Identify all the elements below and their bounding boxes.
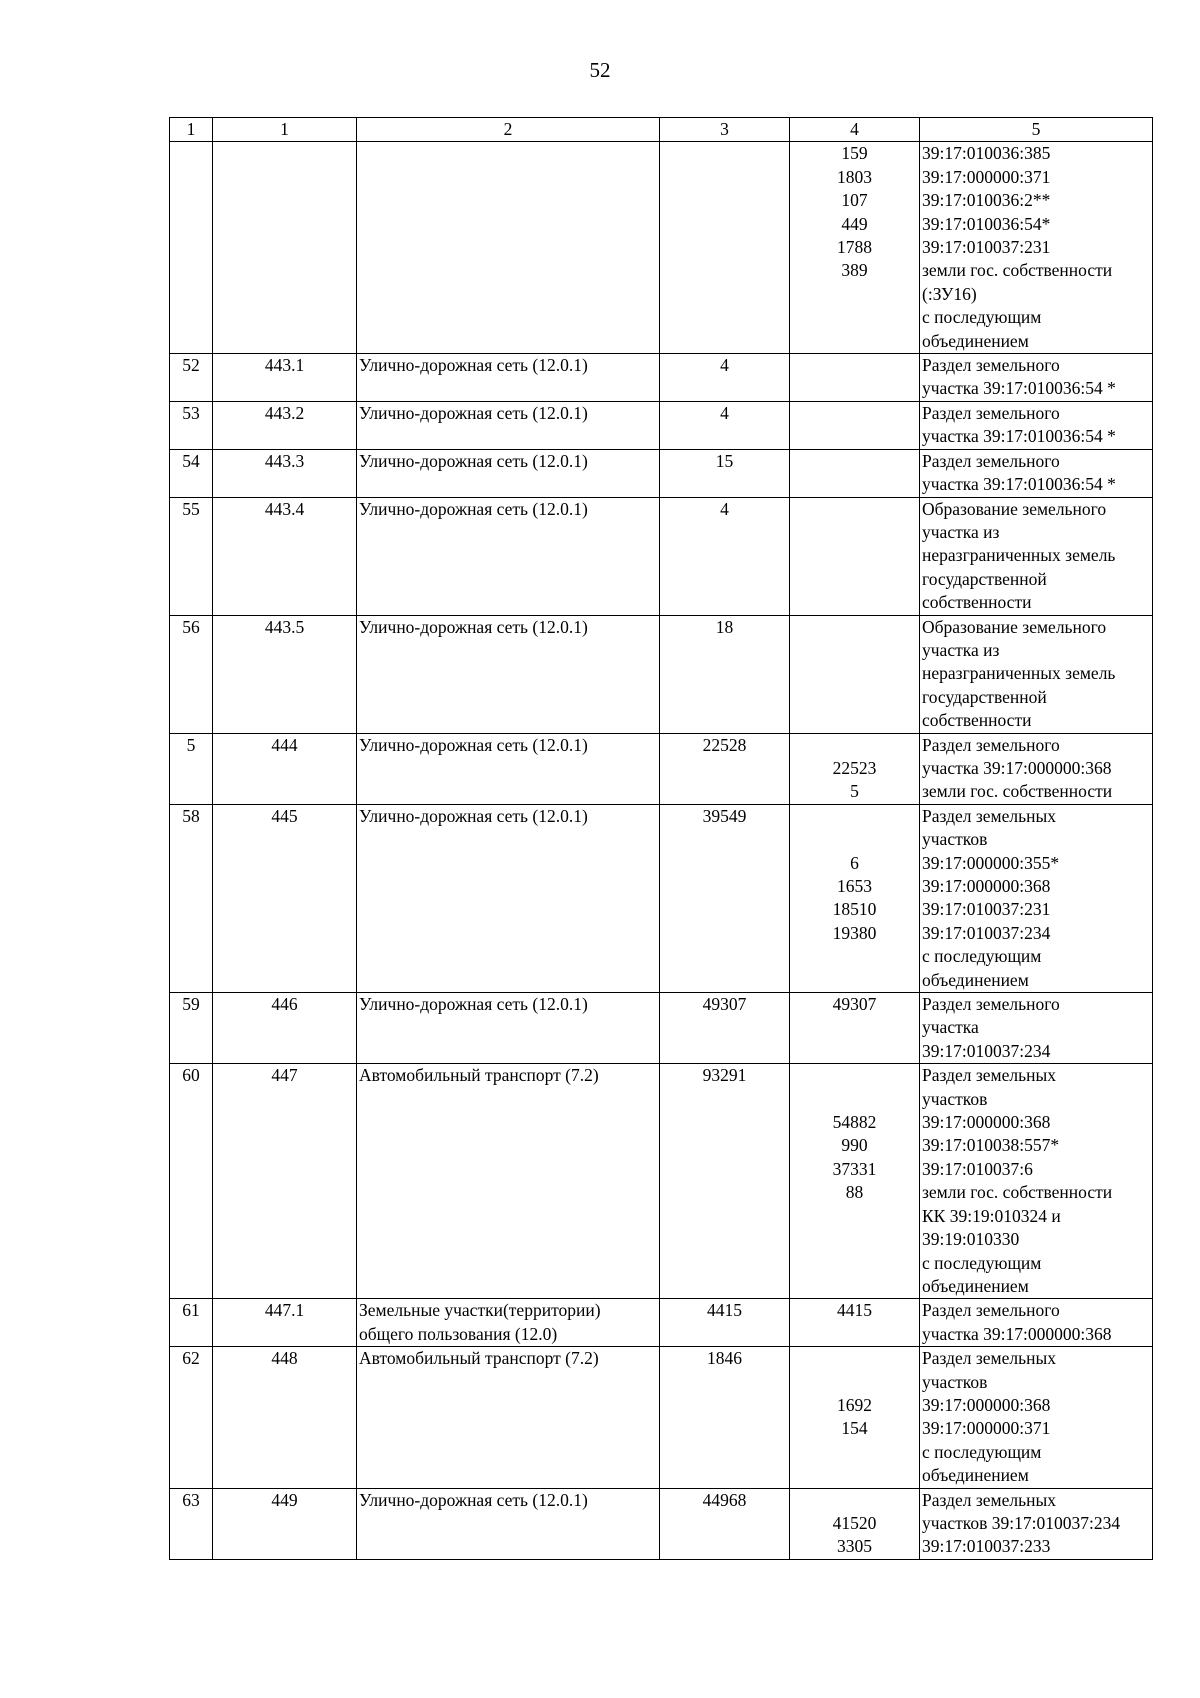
- cell-line: с последующим: [922, 307, 1042, 328]
- cell-line: с последующим: [922, 946, 1042, 967]
- column-number-header: 3: [660, 118, 790, 142]
- land-use-cell: [357, 804, 660, 992]
- row-number-cell: [170, 1299, 213, 1347]
- cell-line: 159: [841, 143, 868, 164]
- parts-area-cell: [790, 1299, 920, 1347]
- area-cell: [660, 804, 790, 992]
- cell-line: Раздел земельного: [922, 1300, 1060, 1321]
- plot-id-cell: [213, 615, 357, 733]
- table-row: [170, 1299, 1153, 1347]
- cell-line: Земельные участки(территории): [359, 1300, 601, 1321]
- cell-line: 61: [182, 1300, 200, 1321]
- cell-line: Раздел земельных: [922, 1065, 1056, 1086]
- land-use-cell: [357, 354, 660, 402]
- cell-line: 39:17:010037:6: [922, 1158, 1033, 1179]
- cell-line: участка 39:17:010036:54 *: [922, 378, 1116, 399]
- cell-line: с последующим: [922, 1252, 1042, 1273]
- formation-method-cell: [920, 1299, 1153, 1347]
- cell-line: Улично-дорожная сеть (12.0.1): [359, 355, 588, 376]
- area-cell: [660, 1488, 790, 1559]
- cell-line: 44968: [702, 1489, 747, 1510]
- cell-line: Автомобильный транспорт (7.2): [359, 1348, 599, 1369]
- cell-line: 6: [850, 852, 859, 873]
- table-row: [170, 401, 1153, 449]
- cell-line: 55: [182, 498, 200, 519]
- parts-area-cell: [790, 804, 920, 992]
- cell-line: собственности: [922, 592, 1032, 613]
- cell-line: 4: [720, 498, 729, 519]
- row-number-cell: [170, 993, 213, 1064]
- cell-line: 447: [271, 1065, 298, 1086]
- cell-line: Раздел земельного: [922, 450, 1060, 471]
- cell-line: 39:17:010038:557*: [922, 1135, 1060, 1156]
- cell-line: 443.2: [264, 402, 305, 423]
- cell-line: [792, 1489, 917, 1512]
- row-number-cell: [170, 401, 213, 449]
- cell-line: с последующим: [922, 1441, 1042, 1462]
- plot-id-cell: [213, 1299, 357, 1347]
- cell-line: объединением: [922, 969, 1029, 990]
- cell-line: 39:17:000000:368: [922, 1394, 1051, 1415]
- parts-area-cell: [790, 1064, 920, 1299]
- column-number-header: 5: [920, 118, 1153, 142]
- land-use-cell: [357, 733, 660, 804]
- table-row: [170, 497, 1153, 615]
- formation-method-cell: [920, 354, 1153, 402]
- cell-line: неразграниченных земель: [922, 545, 1116, 566]
- parts-area-cell: [790, 401, 920, 449]
- cell-line: [792, 1371, 917, 1394]
- land-use-cell: [357, 993, 660, 1064]
- cell-line: участка 39:17:000000:368: [922, 1323, 1112, 1344]
- cell-line: Раздел земельного: [922, 994, 1060, 1015]
- cell-line: 4: [720, 355, 729, 376]
- formation-method-cell: [920, 142, 1153, 354]
- cell-line: земли гос. собственности: [922, 781, 1113, 802]
- cell-line: государственной: [922, 686, 1047, 707]
- formation-method-cell: [920, 449, 1153, 497]
- plot-id-cell: [213, 1488, 357, 1559]
- area-cell: [660, 993, 790, 1064]
- parts-area-cell: [790, 449, 920, 497]
- cell-line: Раздел земельных: [922, 1348, 1056, 1369]
- cell-line: 449: [271, 1489, 298, 1510]
- cell-line: [792, 805, 917, 828]
- cell-line: 5: [186, 734, 196, 755]
- cell-line: 59: [182, 994, 200, 1015]
- table-row: [170, 993, 1153, 1064]
- area-cell: [660, 401, 790, 449]
- cell-line: Улично-дорожная сеть (12.0.1): [359, 994, 588, 1015]
- cell-line: 154: [841, 1418, 868, 1439]
- land-use-cell: [357, 1347, 660, 1488]
- cell-line: 39:17:010036:2**: [922, 190, 1051, 211]
- parts-area-cell: [790, 497, 920, 615]
- cell-line: 443.1: [264, 355, 305, 376]
- cell-line: 39:17:000000:368: [922, 1112, 1051, 1133]
- cell-line: Улично-дорожная сеть (12.0.1): [359, 805, 588, 826]
- table-row: [170, 354, 1153, 402]
- area-cell: [660, 142, 790, 354]
- cell-line: 18: [715, 616, 734, 637]
- table-header-row: [170, 118, 1153, 142]
- cell-line: 15: [715, 450, 734, 471]
- cell-line: 62: [182, 1348, 200, 1369]
- plot-id-cell: [213, 449, 357, 497]
- plot-id-cell: [213, 804, 357, 992]
- plot-id-cell: [213, 497, 357, 615]
- cell-line: участка 39:17:010036:54 *: [922, 474, 1116, 495]
- row-number-cell: [170, 1064, 213, 1299]
- cell-line: [792, 734, 917, 757]
- cell-line: 49307: [702, 994, 747, 1015]
- cell-line: Автомобильный транспорт (7.2): [359, 1065, 599, 1086]
- cell-line: Улично-дорожная сеть (12.0.1): [359, 402, 588, 423]
- cell-line: 448: [271, 1348, 298, 1369]
- plot-id-cell: [213, 401, 357, 449]
- cell-line: участков: [922, 1088, 988, 1109]
- cell-line: 445: [271, 805, 298, 826]
- cell-line: 389: [841, 260, 868, 281]
- cell-line: 443.5: [264, 616, 305, 637]
- table-row: [170, 142, 1153, 354]
- table-row: [170, 615, 1153, 733]
- cell-line: Раздел земельного: [922, 734, 1060, 755]
- row-number-cell: [170, 1347, 213, 1488]
- area-cell: [660, 1064, 790, 1299]
- land-use-cell: [357, 615, 660, 733]
- formation-method-cell: [920, 1064, 1153, 1299]
- cell-line: 39:17:000000:355*: [922, 852, 1060, 873]
- plot-id-cell: [213, 993, 357, 1064]
- cell-line: 447.1: [264, 1300, 305, 1321]
- area-cell: [660, 449, 790, 497]
- cell-line: 54882: [832, 1112, 877, 1133]
- land-use-cell: [357, 401, 660, 449]
- area-cell: [660, 354, 790, 402]
- cell-line: 22528: [702, 734, 747, 755]
- cell-line: 63: [182, 1489, 200, 1510]
- cell-line: 19380: [832, 922, 877, 943]
- land-use-cell: [357, 497, 660, 615]
- cell-line: 93291: [702, 1065, 747, 1086]
- cell-line: Улично-дорожная сеть (12.0.1): [359, 616, 588, 637]
- row-number-cell: [170, 449, 213, 497]
- cell-line: 4: [720, 402, 729, 423]
- table-row: [170, 1488, 1153, 1559]
- cell-line: Улично-дорожная сеть (12.0.1): [359, 734, 588, 755]
- formation-method-cell: [920, 401, 1153, 449]
- table-row: [170, 1347, 1153, 1488]
- cell-line: 18510: [832, 899, 877, 920]
- plot-id-cell: [213, 1064, 357, 1299]
- cell-line: [792, 1064, 917, 1087]
- cell-line: участков: [922, 829, 988, 850]
- land-use-cell: [357, 1488, 660, 1559]
- row-number-cell: [170, 497, 213, 615]
- cell-line: 39:17:010036:385: [922, 143, 1051, 164]
- cell-line: Улично-дорожная сеть (12.0.1): [359, 498, 588, 519]
- cell-line: Образование земельного: [922, 498, 1107, 519]
- cell-line: 39:17:010037:231: [922, 237, 1051, 258]
- row-number-cell: [170, 615, 213, 733]
- cell-line: участка из: [922, 639, 1000, 660]
- cell-line: [792, 1347, 917, 1370]
- cell-line: 39:17:000000:368: [922, 876, 1051, 896]
- cell-line: 1788: [837, 237, 872, 258]
- formation-method-cell: [920, 733, 1153, 804]
- cell-line: [792, 828, 917, 851]
- cell-line: 88: [845, 1182, 864, 1203]
- cell-line: 4415: [707, 1300, 742, 1321]
- cell-line: 990: [841, 1135, 868, 1156]
- cell-line: 37331: [832, 1158, 877, 1179]
- page-number: 52: [589, 58, 611, 82]
- cell-line: 39:17:000000:371: [922, 166, 1051, 187]
- cell-line: Улично-дорожная сеть (12.0.1): [359, 450, 588, 471]
- area-cell: [660, 615, 790, 733]
- formation-method-cell: [920, 804, 1153, 992]
- cell-line: собственности: [922, 710, 1032, 731]
- cell-line: Раздел земельных: [922, 1489, 1056, 1510]
- column-number-header: 1: [170, 118, 213, 142]
- cell-line: 446: [271, 994, 298, 1015]
- cell-line: 1653: [837, 876, 872, 896]
- area-cell: [660, 1347, 790, 1488]
- cell-line: 54: [182, 450, 200, 471]
- area-cell: [660, 1299, 790, 1347]
- cell-line: земли гос. собственности: [922, 1182, 1113, 1203]
- row-number-cell: [170, 354, 213, 402]
- cell-line: [792, 1088, 917, 1111]
- cell-line: участков 39:17:010037:234: [922, 1512, 1121, 1533]
- cell-line: неразграниченных земель: [922, 663, 1116, 684]
- cell-line: 39549: [702, 805, 747, 826]
- cell-line: 39:17:010037:234: [922, 922, 1051, 943]
- row-number-cell: [170, 804, 213, 992]
- cell-line: 443.4: [264, 498, 305, 519]
- row-number-cell: [170, 733, 213, 804]
- table-row: [170, 804, 1153, 992]
- cell-line: КК 39:19:010324 и: [922, 1205, 1061, 1226]
- cell-line: (:ЗУ16): [922, 283, 977, 304]
- cell-line: 58: [182, 805, 200, 826]
- column-number-header: 1: [213, 118, 357, 142]
- cell-line: 1692: [837, 1394, 872, 1415]
- row-number-cell: [170, 1488, 213, 1559]
- cell-line: Раздел земельного: [922, 355, 1060, 376]
- cell-line: Раздел земельного: [922, 402, 1060, 423]
- plot-id-cell: [213, 733, 357, 804]
- cell-line: 41520: [832, 1512, 877, 1533]
- land-plots-table: [169, 117, 1153, 1560]
- cell-line: 39:17:000000:371: [922, 1418, 1051, 1439]
- plot-id-cell: [213, 1347, 357, 1488]
- cell-line: 39:17:010037:231: [922, 899, 1051, 920]
- land-use-cell: [357, 449, 660, 497]
- cell-line: 60: [182, 1065, 200, 1086]
- cell-line: 4415: [837, 1300, 872, 1321]
- cell-line: 1803: [837, 166, 872, 187]
- cell-line: 52: [182, 355, 200, 376]
- plot-id-cell: [213, 354, 357, 402]
- formation-method-cell: [920, 1347, 1153, 1488]
- cell-line: 56: [182, 616, 200, 637]
- cell-line: участков: [922, 1371, 988, 1392]
- cell-line: объединением: [922, 1275, 1029, 1296]
- cell-line: земли гос. собственности: [922, 260, 1113, 281]
- plot-id-cell: [213, 142, 357, 354]
- cell-line: 1846: [707, 1348, 742, 1369]
- table-row: [170, 1064, 1153, 1299]
- table-row: [170, 733, 1153, 804]
- land-use-cell: [357, 1299, 660, 1347]
- parts-area-cell: [790, 993, 920, 1064]
- formation-method-cell: [920, 615, 1153, 733]
- cell-line: 3305: [837, 1536, 872, 1557]
- column-number-header: 4: [790, 118, 920, 142]
- cell-line: 39:17:010037:233: [922, 1536, 1051, 1557]
- cell-line: 22523: [832, 757, 877, 778]
- cell-line: участка 39:17:010036:54 *: [922, 426, 1116, 447]
- parts-area-cell: [790, 354, 920, 402]
- land-use-cell: [357, 142, 660, 354]
- parts-area-cell: [790, 1347, 920, 1488]
- formation-method-cell: [920, 497, 1153, 615]
- area-cell: [660, 733, 790, 804]
- area-cell: [660, 497, 790, 615]
- cell-line: 444: [271, 734, 298, 755]
- cell-line: участка: [922, 1017, 979, 1038]
- cell-line: 39:17:010037:234: [922, 1040, 1051, 1061]
- cell-line: 53: [182, 402, 200, 423]
- column-number-header: 2: [357, 118, 660, 142]
- cell-line: 39:17:010036:54*: [922, 213, 1051, 234]
- cell-line: участка из: [922, 521, 1000, 542]
- cell-line: Улично-дорожная сеть (12.0.1): [359, 1489, 588, 1510]
- cell-line: 5: [850, 781, 859, 802]
- cell-line: 49307: [832, 994, 877, 1015]
- cell-line: 449: [841, 213, 868, 234]
- parts-area-cell: [790, 1488, 920, 1559]
- cell-line: объединением: [922, 1465, 1029, 1486]
- formation-method-cell: [920, 993, 1153, 1064]
- cell-line: участка 39:17:000000:368: [922, 757, 1112, 778]
- cell-line: объединением: [922, 330, 1029, 351]
- parts-area-cell: [790, 615, 920, 733]
- land-use-cell: [357, 1064, 660, 1299]
- cell-line: 443.3: [264, 450, 305, 471]
- cell-line: общего пользования (12.0): [359, 1323, 558, 1344]
- parts-area-cell: [790, 142, 920, 354]
- table-row: [170, 449, 1153, 497]
- cell-line: 107: [841, 190, 868, 211]
- row-number-cell: [170, 142, 213, 354]
- parts-area-cell: [790, 733, 920, 804]
- formation-method-cell: [920, 1488, 1153, 1559]
- cell-line: Образование земельного: [922, 616, 1107, 637]
- cell-line: Раздел земельных: [922, 805, 1056, 826]
- cell-line: 39:19:010330: [922, 1229, 1020, 1250]
- cell-line: государственной: [922, 568, 1047, 589]
